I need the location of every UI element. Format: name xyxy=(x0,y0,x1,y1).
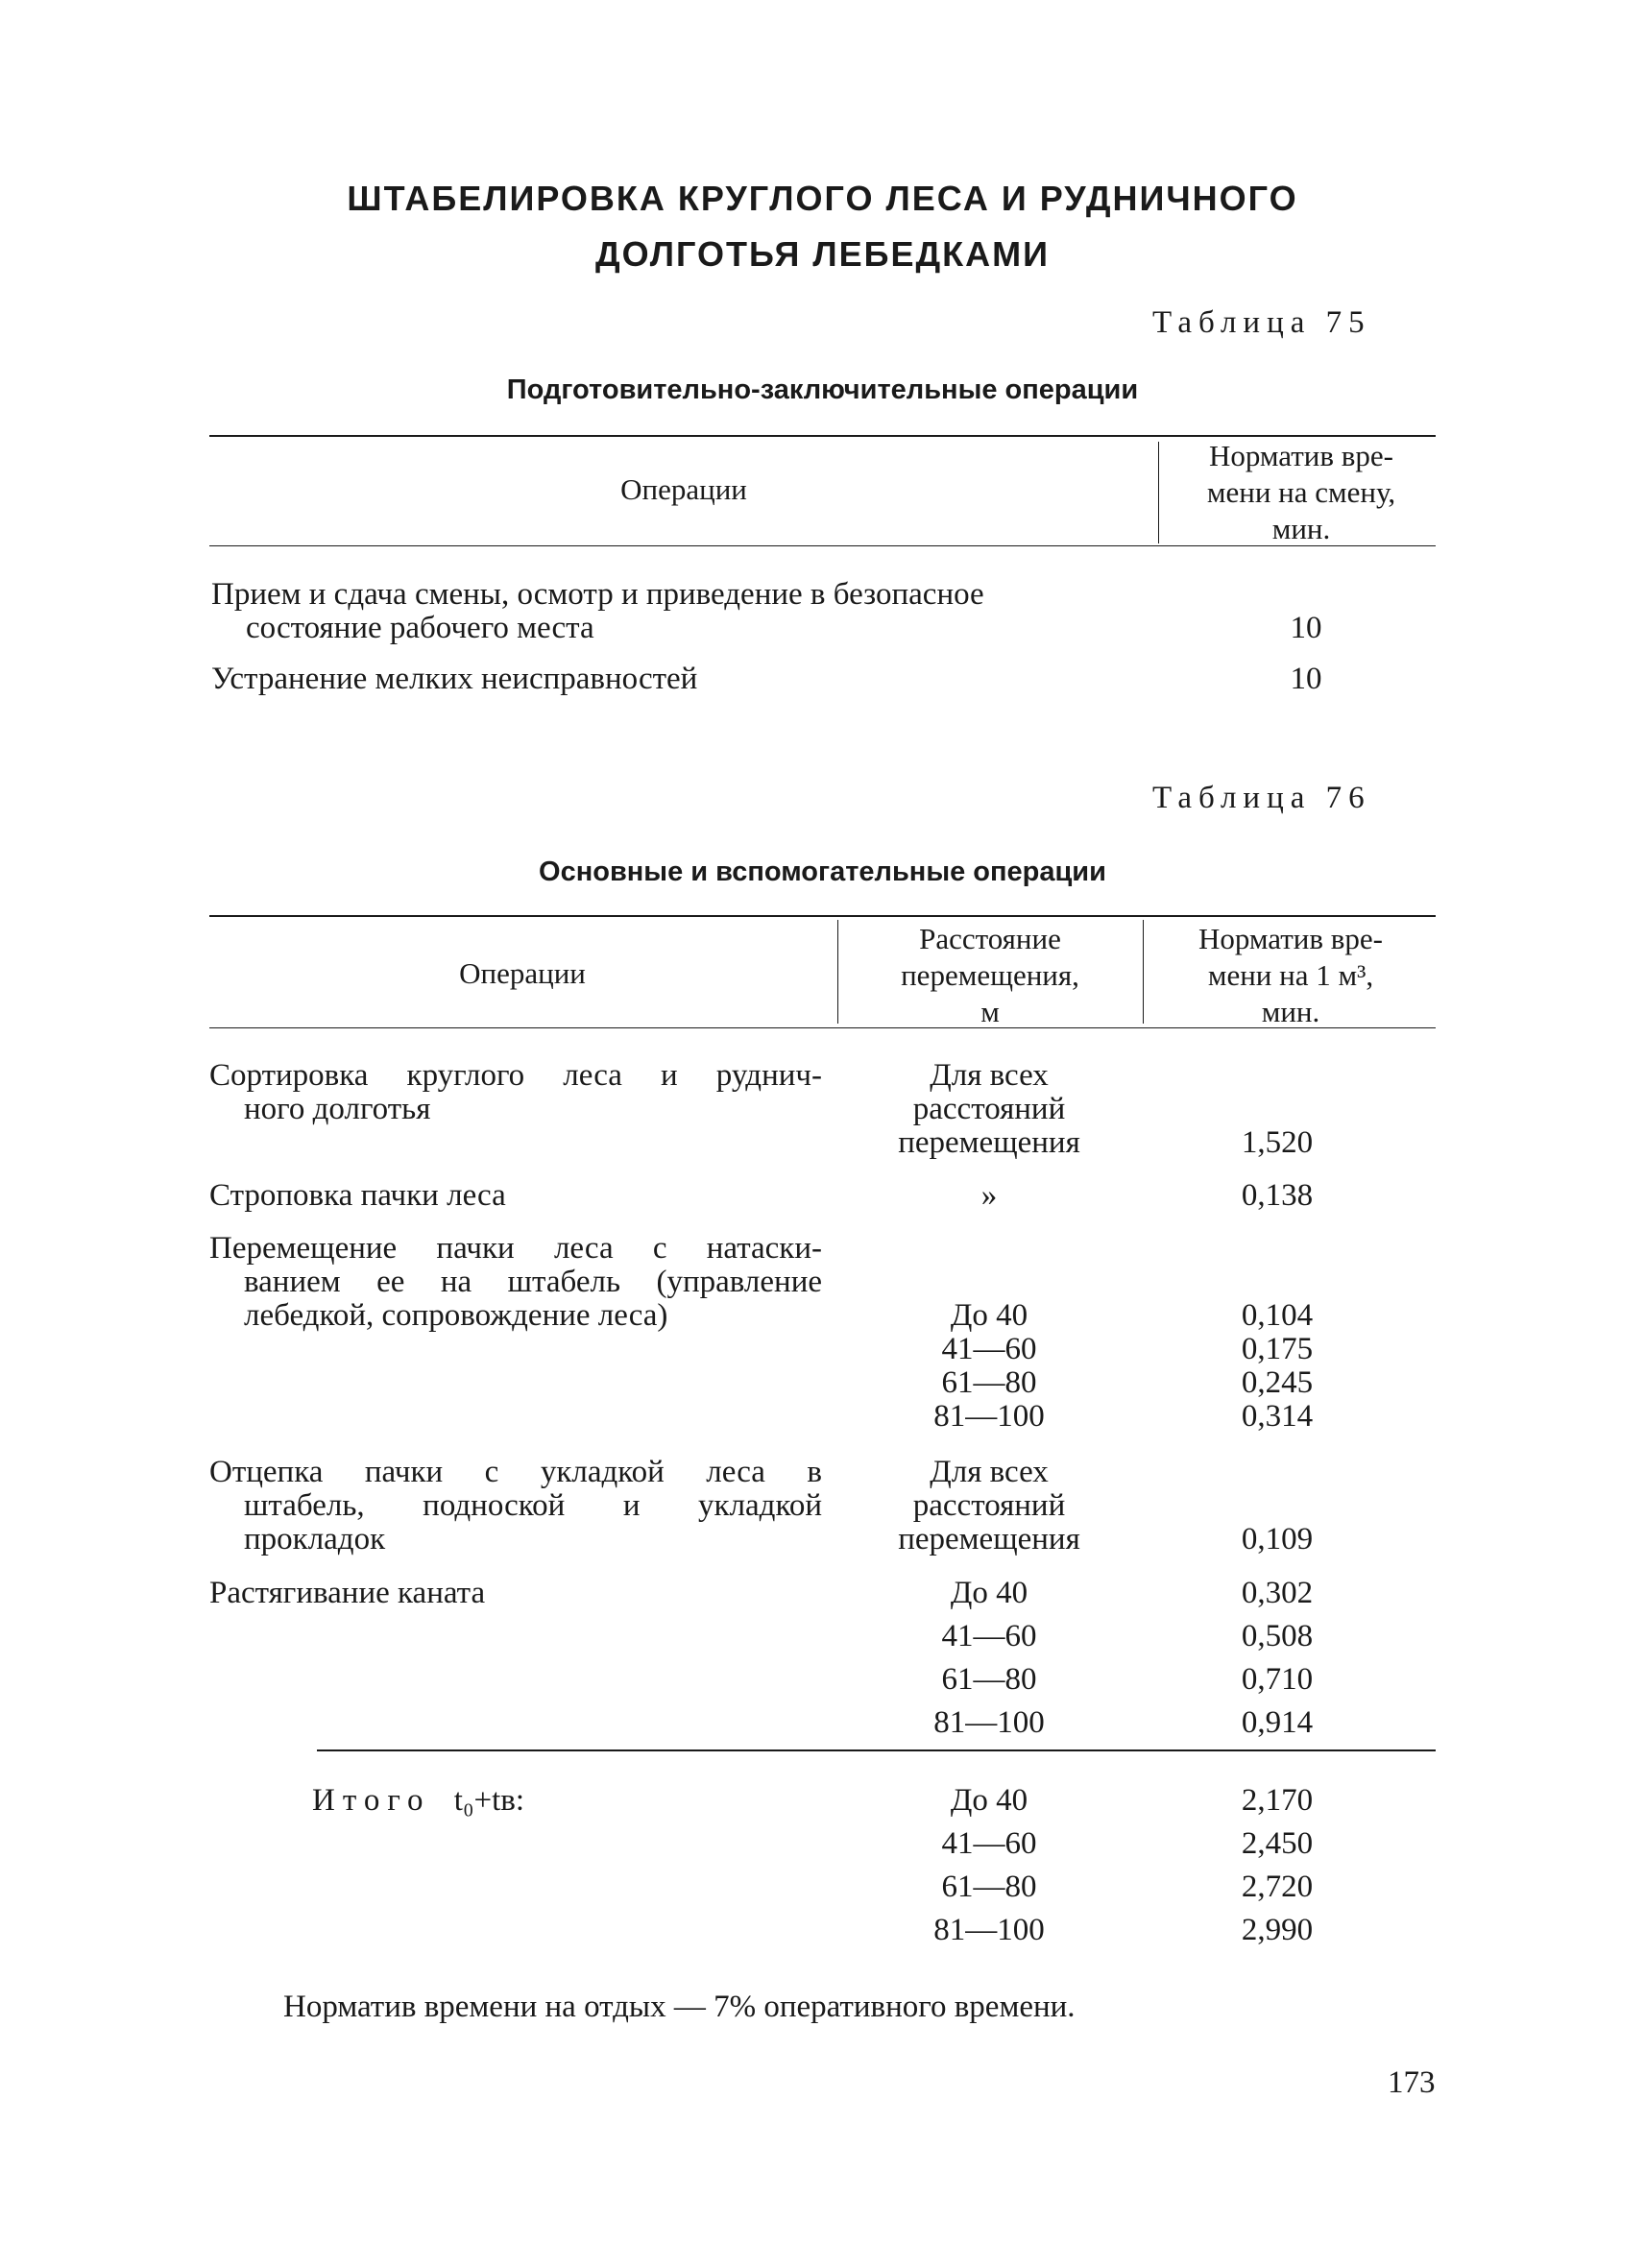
distance-line: 61—80 xyxy=(941,1870,1037,1904)
footnote: Норматив времени на отдых — 7% оперативного времени. xyxy=(283,1990,1076,2024)
table-76-row-value: 0,109 xyxy=(1241,1522,1314,1556)
table-75-row-op-line: состояние рабочего места xyxy=(246,611,594,645)
table-76-row-distance xyxy=(845,1572,1133,1745)
table-75-row-value: 10 xyxy=(1290,662,1322,696)
table-75-row xyxy=(211,663,1076,696)
table-76-top-rule xyxy=(209,915,1436,917)
page-title-line-1: ШТАБЕЛИРОВКА КРУГЛОГО ЛЕСА И РУДНИЧНОГО xyxy=(347,179,1298,218)
page-number: 173 xyxy=(1388,2065,1436,2100)
distance-line: 41—60 xyxy=(941,1619,1037,1653)
page-title-line-2: ДОЛГОТЬЯ ЛЕБЕДКАМИ xyxy=(595,234,1050,274)
value-line: 2,450 xyxy=(1241,1826,1314,1861)
table-76-row-distance: » xyxy=(980,1178,998,1213)
table-76-header-distance-line: перемещения, xyxy=(901,958,1079,992)
table-75-header-norm-line: Норматив вре- xyxy=(1208,439,1394,472)
value-line: 2,990 xyxy=(1241,1913,1314,1947)
table-76-row-values xyxy=(1191,1299,1364,1434)
table-76-row-value: 1,520 xyxy=(1241,1125,1314,1160)
value-line: 0,302 xyxy=(1241,1576,1314,1610)
table-75-header-norm xyxy=(1162,438,1440,547)
table-76-total-formula: t₀+tв: xyxy=(453,1783,524,1818)
table-75-header-norm-line: мени на смену, xyxy=(1206,475,1396,509)
table-75-row-op-line: Устранение мелких неисправностей xyxy=(211,662,698,696)
operation-line: прокладок xyxy=(244,1522,386,1556)
operation-line: штабель, подноской и укладкой xyxy=(244,1488,822,1523)
table-76-header-norm xyxy=(1147,921,1435,1030)
table-76-header-distance-line: Расстояние xyxy=(919,922,1061,955)
table-76-label: Таблица 76 xyxy=(1152,781,1371,815)
distance-line: До 40 xyxy=(950,1576,1028,1610)
table-75-header-norm-line: мин. xyxy=(1271,512,1331,545)
table-75-row-value: 10 xyxy=(1290,611,1322,645)
distance-line: 41—60 xyxy=(941,1332,1037,1366)
table-76-row-distance xyxy=(845,1299,1133,1434)
table-76-header-rule xyxy=(209,1027,1436,1028)
table-76-row-distance xyxy=(845,1059,1133,1160)
table-76-row-operation xyxy=(209,1232,822,1266)
operation-line-block xyxy=(244,1266,822,1299)
value-line: 0,245 xyxy=(1241,1365,1314,1400)
table-75-header-rule xyxy=(209,545,1436,546)
value-line: 0,104 xyxy=(1241,1298,1314,1333)
table-76-header-norm-line: Норматив вре- xyxy=(1197,922,1384,955)
distance-line: 61—80 xyxy=(941,1662,1037,1697)
distance-line: 81—100 xyxy=(933,1399,1045,1434)
table-75-caption: Подготовительно-заключительные операции xyxy=(506,374,1139,405)
table-75-header-divider xyxy=(1158,442,1159,543)
table-76-row-operation: Строповка пачки леса xyxy=(209,1178,506,1213)
operation-line: ванием ее на штабель (управление xyxy=(244,1265,822,1299)
table-76-row-distance xyxy=(845,1456,1133,1556)
distance-line: Для всех xyxy=(930,1455,1049,1489)
distance-line: перемещения xyxy=(898,1522,1080,1556)
table-75-row-op-line: Прием и сдача смены, осмотр и приведение в безопасное xyxy=(211,577,984,612)
distance-line: Для всех xyxy=(930,1058,1049,1093)
operation-line: лебедкой, сопровождение леса) xyxy=(244,1298,668,1333)
table-76-row-operation xyxy=(209,1059,822,1093)
table-76-header-distance xyxy=(841,921,1139,1030)
value-line: 0,175 xyxy=(1241,1332,1314,1366)
distance-line: 81—100 xyxy=(933,1705,1045,1740)
value-line: 2,720 xyxy=(1241,1870,1314,1904)
value-line: 2,170 xyxy=(1241,1783,1314,1818)
distance-line: До 40 xyxy=(950,1783,1028,1818)
table-75-top-rule xyxy=(209,435,1436,437)
distance-line: перемещения xyxy=(898,1125,1080,1160)
table-76-header-distance-line: м xyxy=(980,995,1000,1028)
table-75-label: Таблица 75 xyxy=(1152,305,1371,340)
value-line: 0,508 xyxy=(1241,1619,1314,1653)
table-76-row-operation: Растягивание каната xyxy=(209,1576,486,1610)
table-75-row xyxy=(211,578,1181,645)
operation-line: Перемещение пачки леса с натаски- xyxy=(209,1231,822,1266)
table-76-row-operation xyxy=(209,1456,822,1489)
distance-line: расстояний xyxy=(912,1488,1066,1523)
operation-line: ного долготья xyxy=(244,1092,431,1126)
table-76-total-label: Итого xyxy=(312,1783,431,1818)
value-line: 0,914 xyxy=(1241,1705,1314,1740)
table-76-header-norm-line: мин. xyxy=(1261,995,1320,1028)
distance-line: 41—60 xyxy=(941,1826,1037,1861)
table-76-total-distance xyxy=(845,1779,1133,1952)
table-76-caption: Основные и вспомогательные операции xyxy=(539,857,1106,887)
distance-line: До 40 xyxy=(950,1298,1028,1333)
operation-line: Отцепка пачки с укладкой леса в xyxy=(209,1455,822,1489)
table-76-header-divider xyxy=(1143,920,1144,1024)
distance-line: 81—100 xyxy=(933,1913,1045,1947)
table-76-header-operations: Операции xyxy=(459,956,586,990)
table-76-header-divider xyxy=(837,920,838,1024)
table-76-total-label-group xyxy=(312,1784,524,1818)
page-title xyxy=(0,171,1645,282)
table-75-header-operations: Операции xyxy=(620,472,747,506)
table-76-row-values xyxy=(1191,1572,1364,1745)
operation-line: Сортировка круглого леса и руднич- xyxy=(209,1058,822,1093)
distance-line: 61—80 xyxy=(941,1365,1037,1400)
value-line: 0,710 xyxy=(1241,1662,1314,1697)
table-76-total-rule xyxy=(317,1749,1436,1751)
value-line: 0,314 xyxy=(1241,1399,1314,1434)
operation-line-block xyxy=(244,1489,822,1523)
table-76-header-norm-line: мени на 1 м³, xyxy=(1207,958,1374,992)
table-76-total-values xyxy=(1191,1779,1364,1952)
table-76-row-value: 0,138 xyxy=(1241,1178,1314,1213)
distance-line: расстояний xyxy=(912,1092,1066,1126)
